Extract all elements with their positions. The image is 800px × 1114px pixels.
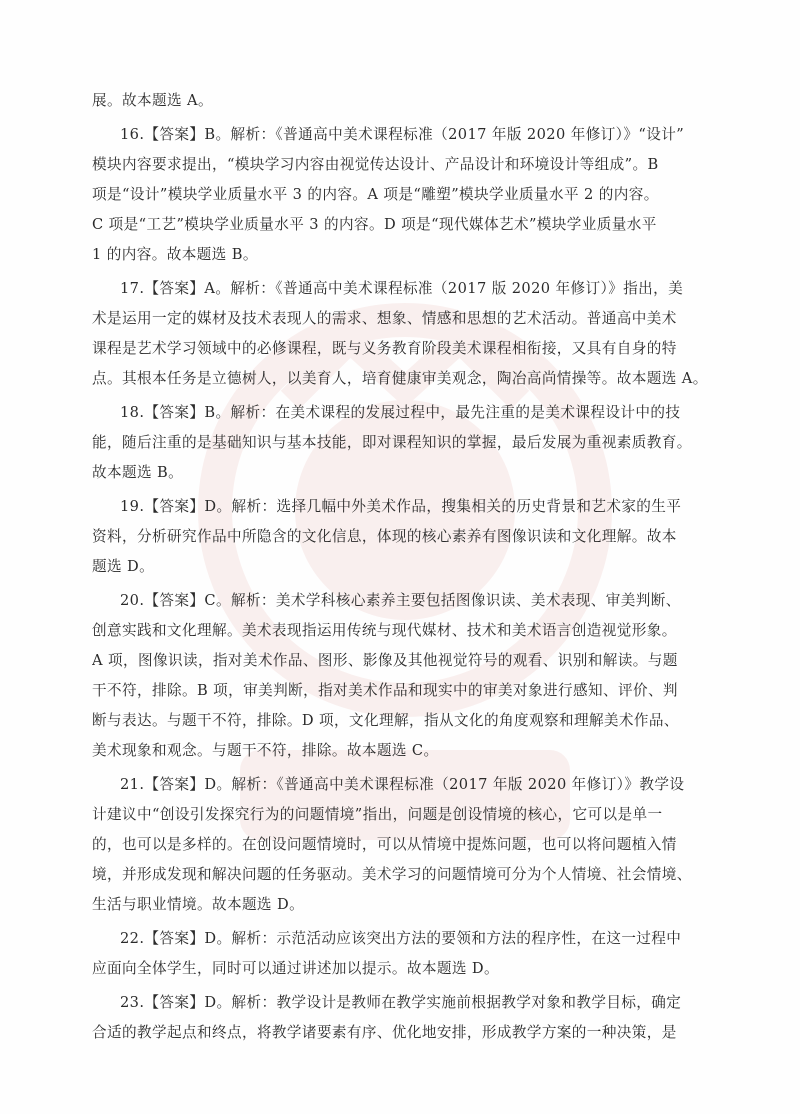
answer-22 [92,924,720,984]
text-line: 模块内容要求提出，“模块学习内容由视觉传达设计、产品设计和环境设计等组成”。B [92,156,659,173]
text-line: 21.【答案】D。解析：《普通高中美术课程标准（2017 年版 2020 年修订）》教学设 [120,776,685,793]
text-line: 术是运用一定的媒材及技术表现人的需求、想象、情感和思想的艺术活动。普通高中美术 [92,310,677,327]
text-line: 20.【答案】C。解析：美术学科核心素养主要包括图像识读、美术表现、审美判断、 [120,592,681,609]
answer-explanations [92,86,720,1048]
answer-21 [92,770,720,920]
text-line: 课程是艺术学习领域中的必修课程，既与义务教育阶段美术课程相衔接，又具有自身的特 [92,340,677,357]
text-line: 资料，分析研究作品中所隐含的文化信息，体现的核心素养有图像识读和文化理解。故本 [92,528,677,545]
text-line: 17.【答案】A。解析：《普通高中美术课程标准（2017 版 2020 年修订）》指出，美 [120,280,684,297]
text-line: 应面向全体学生，同时可以通过讲述加以提示。故本题选 D。 [92,960,499,977]
text-line: 故本题选 B。 [92,464,184,481]
text-line: 美术现象和观念。与题干不符，排除。故本题选 C。 [92,742,439,759]
answer-18 [92,398,720,488]
text-line: C 项是“工艺”模块学业质量水平 3 的内容。D 项是“现代媒体艺术”模块学业质量水平 [92,216,657,233]
text-line: 项是“设计”模块学业质量水平 3 的内容。A 项是“雕塑”模块学业质量水平 2 的内容。 [92,186,659,203]
text-line: 境，并形成发现和解决问题的任务驱动。美术学习的问题情境可分为个人情境、社会情境、 [92,866,692,883]
answer-16 [92,120,720,270]
text-line: 断与表达。与题干不符，排除。D 项，文化理解，指从文化的角度观察和理解美术作品、 [92,712,679,729]
answer-19 [92,492,720,582]
text-line: 的，也可以是多样的。在创设问题情境时，可以从情境中提炼问题，也可以将问题植入情 [92,836,677,853]
text-line: 展。故本题选 A。 [92,92,213,109]
text-line: 题选 D。 [92,558,155,575]
text-line: 23.【答案】D。解析：教学设计是教师在教学实施前根据教学对象和教学目标，确定 [120,994,682,1011]
text-line: 创意实践和文化理解。美术表现指运用传统与现代媒材、技术和美术语言创造视觉形象。 [92,622,677,639]
paragraph-tail [92,86,720,116]
answer-20 [92,586,720,766]
text-line: 19.【答案】D。解析：选择几幅中外美术作品，搜集相关的历史背景和艺术家的生平 [120,498,682,515]
text-line: 16.【答案】B。解析：《普通高中美术课程标准（2017 年版 2020 年修订）》“设计” [120,126,685,143]
text-line: 合适的教学起点和终点，将教学诸要素有序、优化地安排，形成教学方案的一种决策，是 [92,1024,677,1041]
text-line: 1 的内容。故本题选 B。 [92,246,258,263]
text-line: 点。其根本任务是立德树人，以美育人，培育健康审美观念，陶冶高尚情操等。故本题选 A。 [92,370,708,387]
text-line: 生活与职业情境。故本题选 D。 [92,896,305,913]
text-line: 干不符，排除。B 项，审美判断，指对美术作品和现实中的审美对象进行感知、评价、判 [92,682,678,699]
text-line: 能，随后注重的是基础知识与基本技能，即对课程知识的掌握，最后发展为重视素质教育。 [92,434,692,451]
text-line: A 项，图像识读，指对美术作品、图形、影像及其他视觉符号的观看、识别和解读。与题 [92,652,678,669]
answer-23 [92,988,720,1048]
text-line: 计建议中“创设引发探究行为的问题情境”指出，问题是创设情境的核心，它可以是单一 [92,806,663,823]
text-line: 18.【答案】B。解析：在美术课程的发展过程中，最先注重的是美术课程设计中的技 [120,404,681,421]
answer-17 [92,274,720,394]
text-line: 22.【答案】D。解析：示范活动应该突出方法的要领和方法的程序性，在这一过程中 [120,930,682,947]
